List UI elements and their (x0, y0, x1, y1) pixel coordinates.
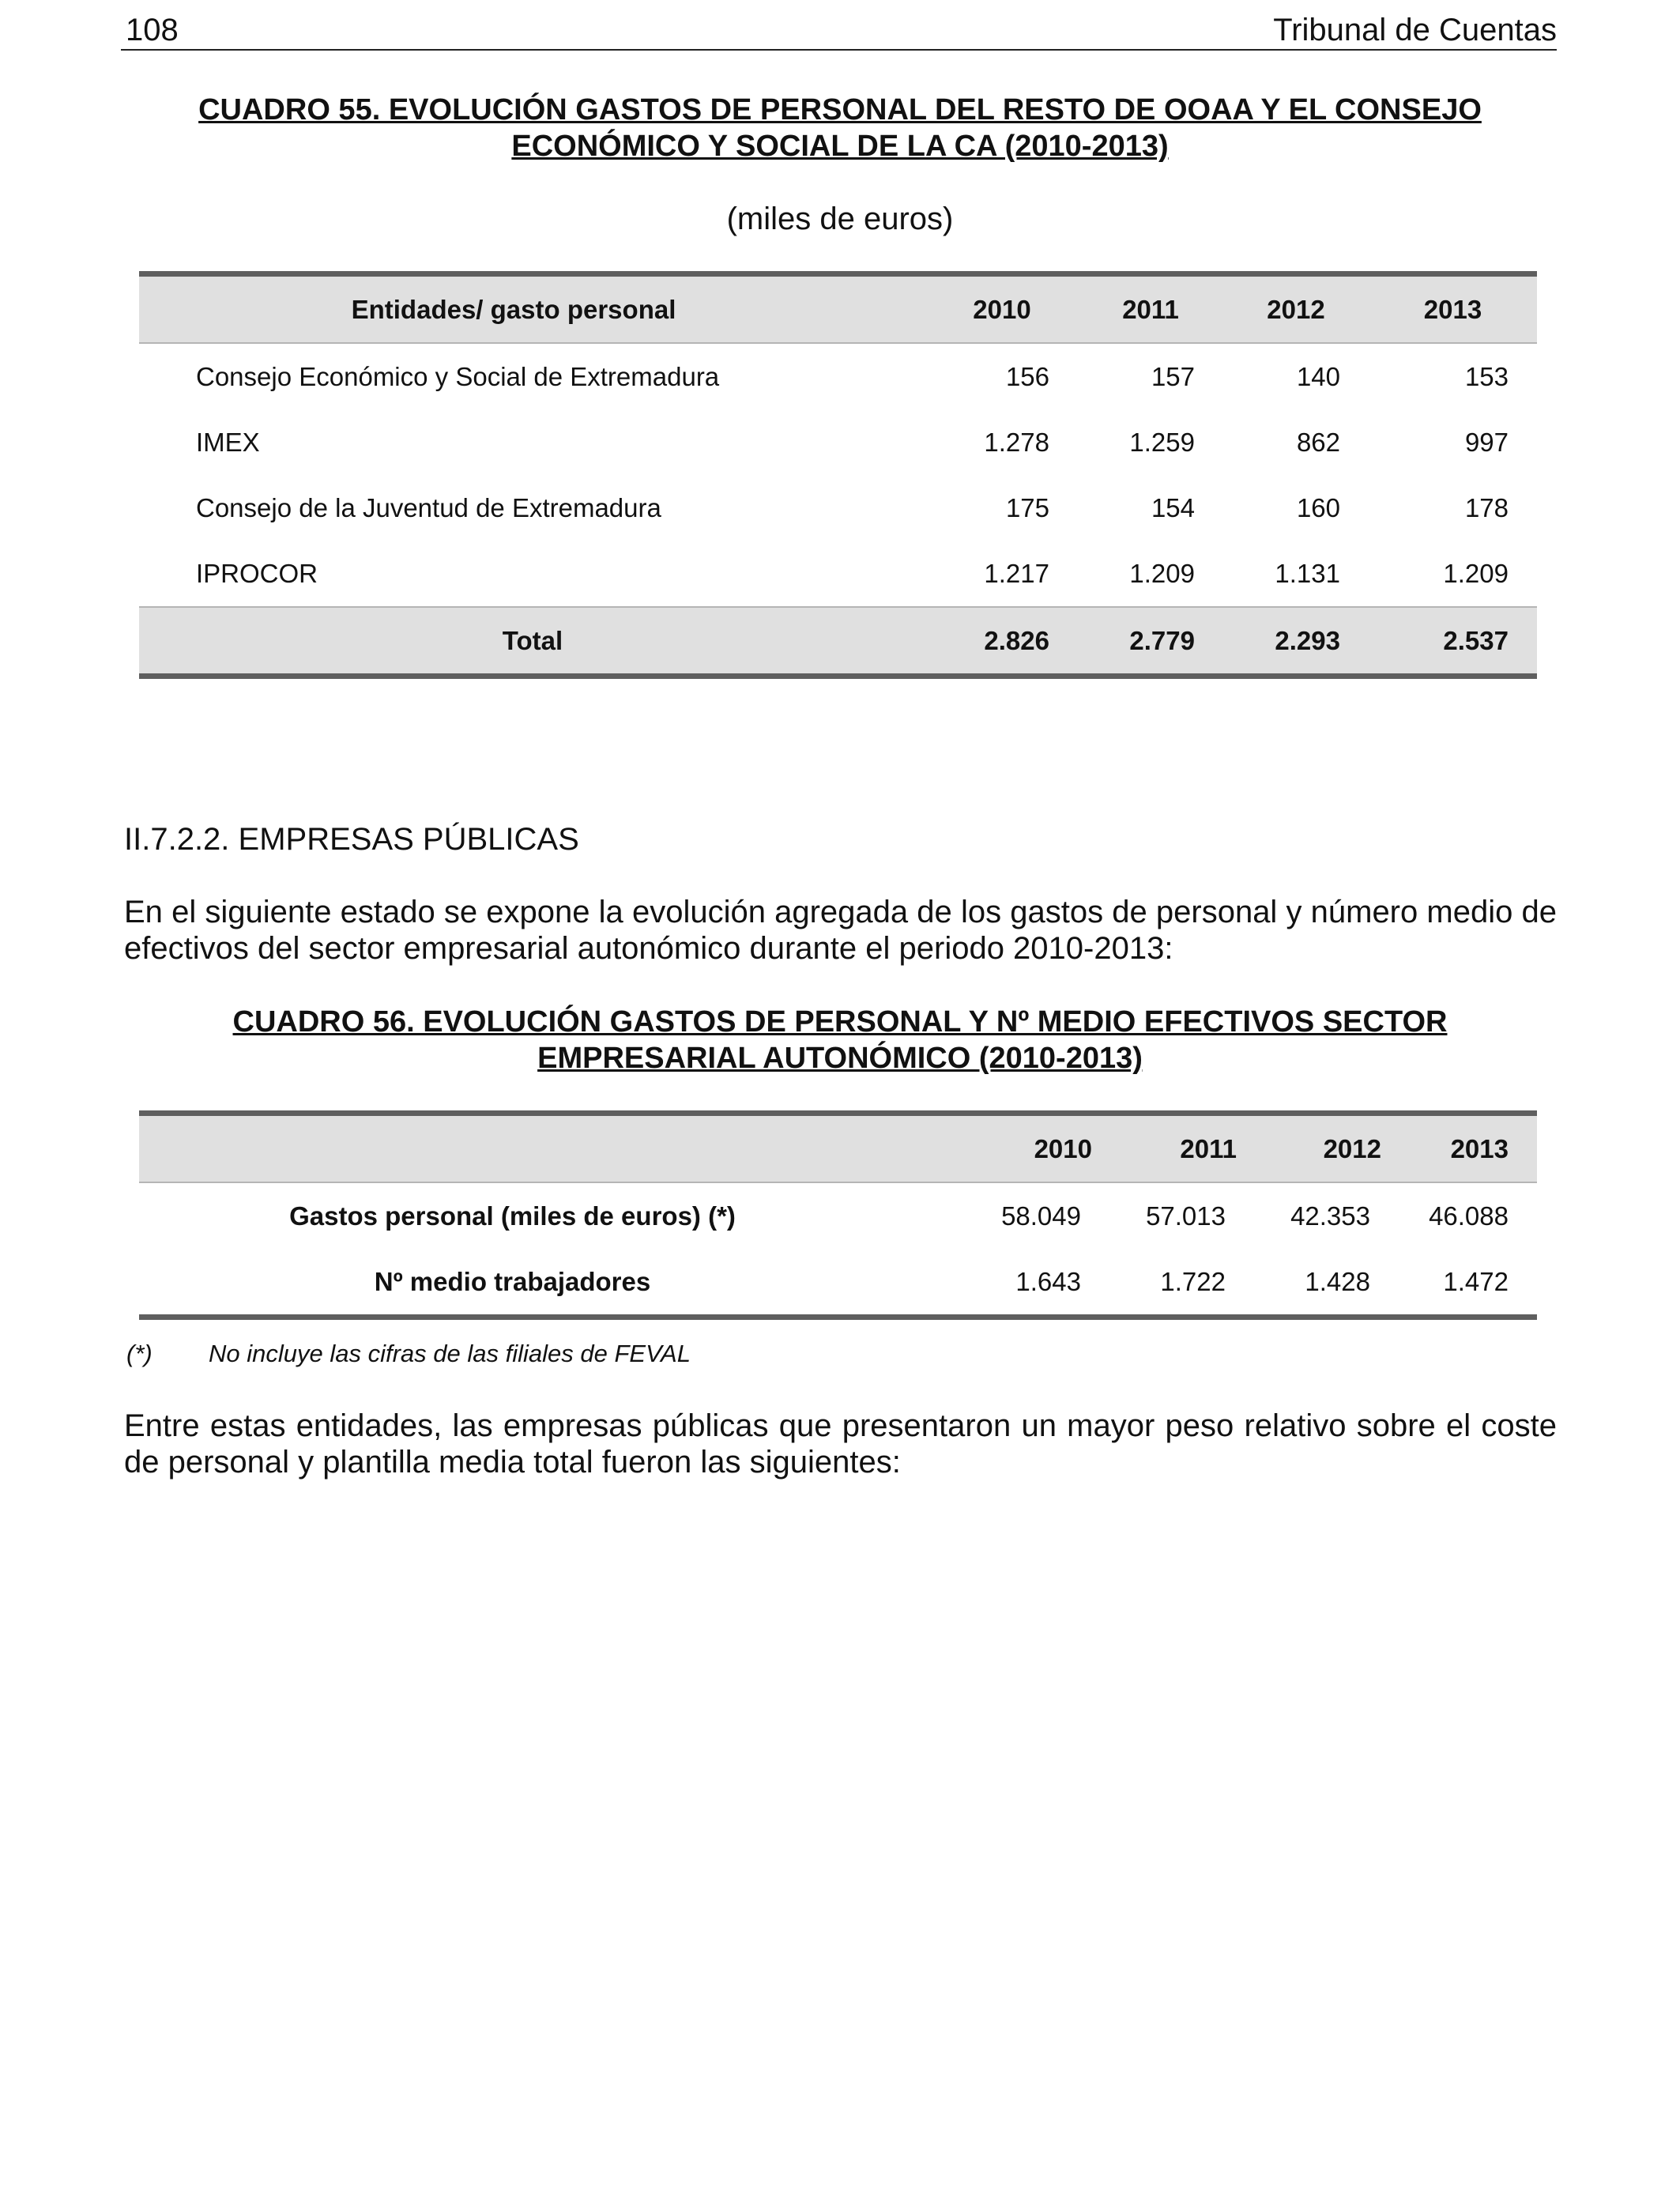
table-row (139, 1249, 1537, 1318)
table56-footnote (126, 1338, 691, 1370)
cell-2012: 42.353 (1290, 1201, 1370, 1231)
table56-col-2013: 2013 (1399, 1114, 1537, 1183)
table55-caption-line2: ECONÓMICO Y SOCIAL DE LA CA (2010-2013) (511, 130, 1169, 163)
cell-2011: 1.259 (1129, 427, 1195, 457)
table-row (139, 343, 1537, 409)
cell-2010: 156 (1005, 361, 1049, 391)
cell-2010: 1.217 (984, 558, 1049, 588)
table-row (139, 409, 1537, 475)
row-label: Nº medio trabajadores (374, 1266, 651, 1296)
table-row (139, 1182, 1537, 1249)
table55-col-2013: 2013 (1369, 274, 1537, 344)
cell-2010: 1.278 (984, 427, 1049, 457)
cell-2012: 862 (1296, 427, 1340, 457)
row-label: IMEX (196, 427, 260, 457)
total-2013: 2.537 (1443, 625, 1509, 655)
cell-2011: 154 (1151, 492, 1195, 522)
cell-2013: 997 (1464, 427, 1509, 457)
total-2010: 2.826 (984, 625, 1049, 655)
total-label: Total (502, 625, 563, 655)
table56 (139, 1110, 1537, 1320)
row-label: Consejo de la Juventud de Extremadura (196, 492, 661, 522)
cell-2012: 1.428 (1305, 1266, 1370, 1296)
cell-2012: 1.131 (1275, 558, 1340, 588)
cell-2013: 46.088 (1429, 1201, 1509, 1231)
table55 (139, 271, 1537, 679)
cell-2012: 160 (1296, 492, 1340, 522)
table56-caption-line2: EMPRESARIAL AUTONÓMICO (2010-2013) (537, 1042, 1143, 1075)
table56-col-label (139, 1114, 965, 1183)
page-header (121, 5, 1557, 51)
footnote-text: No incluye las cifras de las filiales de FEVAL (209, 1340, 691, 1367)
cell-2013: 153 (1464, 361, 1509, 391)
table56-caption-line1: CUADRO 56. EVOLUCIÓN GASTOS DE PERSONAL Y Nº MEDIO EFECTIVOS SECTOR (232, 1005, 1448, 1039)
cell-2013: 1.209 (1443, 558, 1509, 588)
table55-total-row (139, 607, 1537, 677)
table56-col-2010: 2010 (965, 1114, 1109, 1183)
cell-2010: 175 (1005, 492, 1049, 522)
cell-2011: 157 (1151, 361, 1195, 391)
publisher-name: Tribunal de Cuentas (1273, 13, 1557, 47)
table-row (139, 475, 1537, 541)
table55-caption-line1: CUADRO 55. EVOLUCIÓN GASTOS DE PERSONAL DEL RESTO DE OOAA Y EL CONSEJO (198, 93, 1482, 126)
section-heading: II.7.2.2. EMPRESAS PÚBLICAS (124, 822, 579, 857)
row-label: Consejo Económico y Social de Extremadura (196, 361, 720, 391)
intro-paragraph: En el siguiente estado se expone la evolución agregada de los gastos de personal y número medio de efectivos del sector empresarial autonómico durante el periodo 2010-2013: (124, 895, 1557, 966)
table55-caption (121, 92, 1559, 164)
cell-2011: 1.209 (1129, 558, 1195, 588)
table55-header-row (139, 274, 1537, 344)
table55-units: (miles de euros) (726, 202, 954, 236)
table56-col-2011: 2011 (1109, 1114, 1254, 1183)
table56-caption (121, 1004, 1559, 1076)
total-2011: 2.779 (1129, 625, 1195, 655)
table56-header-row (139, 1114, 1537, 1183)
closing-paragraph: Entre estas entidades, las empresas públicas que presentaron un mayor peso relativo sobre el coste de personal y plantilla media total fueron las siguientes: (124, 1408, 1557, 1480)
cell-2010: 58.049 (1001, 1201, 1081, 1231)
table55-col-2011: 2011 (1078, 274, 1223, 344)
table-row (139, 541, 1537, 607)
cell-2010: 1.643 (1015, 1266, 1081, 1296)
table55-col-2010: 2010 (926, 274, 1078, 344)
table55-col-2012: 2012 (1223, 274, 1369, 344)
cell-2013: 178 (1464, 492, 1509, 522)
footnote-marker: (*) (126, 1340, 153, 1367)
cell-2011: 1.722 (1160, 1266, 1226, 1296)
table55-col-entity: Entidades/ gasto personal (139, 274, 926, 344)
total-2012: 2.293 (1275, 625, 1340, 655)
cell-2012: 140 (1296, 361, 1340, 391)
page-number: 108 (126, 13, 179, 47)
cell-2013: 1.472 (1443, 1266, 1509, 1296)
row-label: Gastos personal (miles de euros) (*) (289, 1201, 736, 1231)
cell-2011: 57.013 (1146, 1201, 1226, 1231)
table56-col-2012: 2012 (1254, 1114, 1399, 1183)
row-label: IPROCOR (196, 558, 318, 588)
